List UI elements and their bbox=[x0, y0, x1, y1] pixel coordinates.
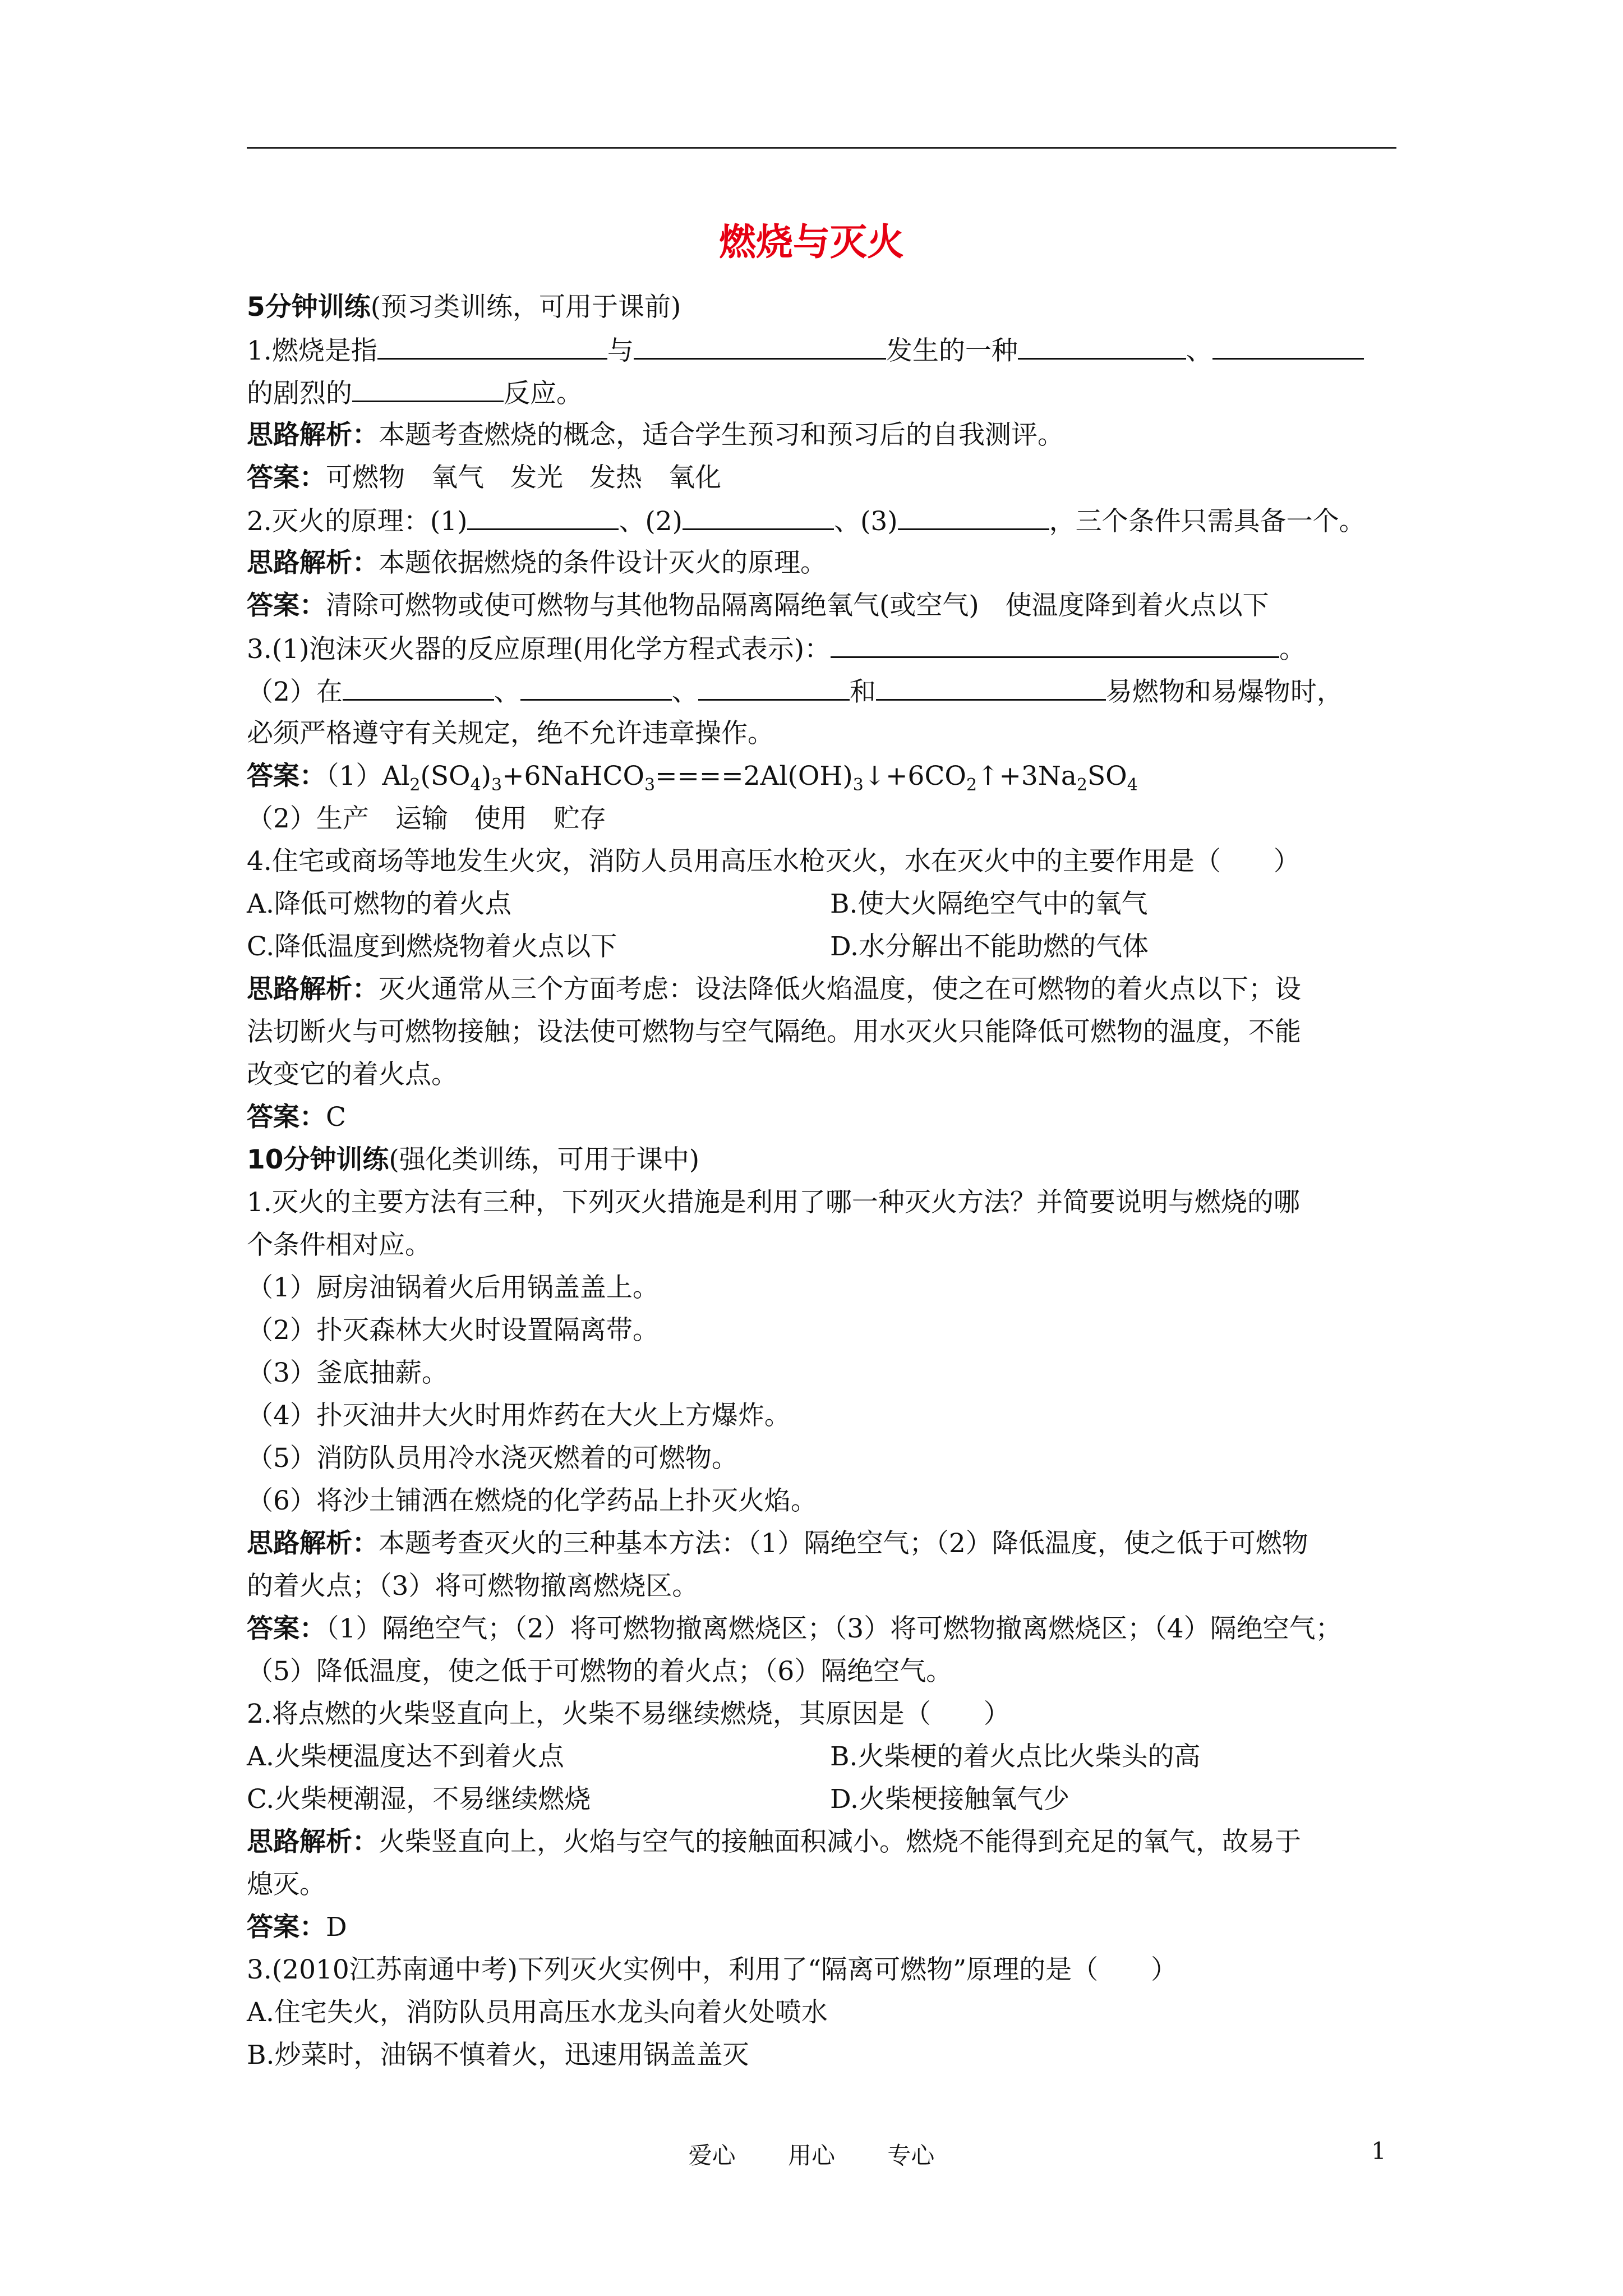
document-body bbox=[247, 286, 1396, 2077]
header-rule bbox=[247, 147, 1396, 149]
option-a: A.住宅失火，消防队员用高压水龙头向着火处喷水 bbox=[247, 1997, 828, 2028]
list-item: （6）将沙土铺洒在燃烧的化学药品上扑灭火焰。 bbox=[247, 1485, 817, 1516]
option-c: C.火柴梗潮湿，不易继续燃烧 bbox=[247, 1784, 591, 1815]
blank bbox=[876, 670, 1106, 701]
s2-q2-answer: 答案：D bbox=[247, 1912, 347, 1943]
q4-analysis-1: 思路解析：灭火通常从三个方面考虑：设法降低火焰温度，使之在可燃物的着火点以下；设 bbox=[247, 974, 1301, 1005]
s2-q1-stem-2: 个条件相对应。 bbox=[247, 1230, 431, 1260]
s2-q1-analysis-1: 思路解析：本题考查灭火的三种基本方法：（1）隔绝空气；（2）降低温度，使之低于可燃物 bbox=[247, 1528, 1308, 1559]
list-item: （2）扑灭森林大火时设置隔离带。 bbox=[247, 1315, 659, 1346]
section-heading-5min: 5分钟训练(预习类训练，可用于课前) bbox=[247, 292, 681, 323]
blank bbox=[634, 329, 886, 360]
q4-answer: 答案：C bbox=[247, 1102, 346, 1133]
blank bbox=[1212, 329, 1364, 360]
blank bbox=[683, 499, 834, 530]
page-title: 燃烧与灭火 bbox=[719, 220, 904, 264]
q3-line2: （2）在 、 、 和 易燃物和易爆物时， bbox=[247, 670, 1396, 712]
q4-options-ab bbox=[247, 883, 1396, 926]
blank bbox=[352, 371, 504, 402]
q3-answer2: （2）生产 运输 使用 贮存 bbox=[247, 803, 606, 834]
blank bbox=[377, 329, 607, 360]
s2-q1-answer-2: （5）降低温度，使之低于可燃物的着火点；（6）隔绝空气。 bbox=[247, 1656, 953, 1687]
q4-stem: 4.住宅或商场等地发生火灾，消防人员用高压水枪灭火，水在灭火中的主要作用是（ ） bbox=[247, 846, 1300, 877]
q2-line: 2.灭火的原理：(1) 、(2) 、(3) ，三个条件只需具备一个。 bbox=[247, 499, 1396, 542]
option-b: B.炒菜时，油锅不慎着火，迅速用锅盖盖灭 bbox=[247, 2040, 749, 2070]
blank bbox=[831, 627, 1279, 658]
footer-text: 用心 bbox=[787, 2142, 835, 2169]
q1-analysis: 思路解析：本题考查燃烧的概念，适合学生预习和预习后的自我测评。 bbox=[247, 420, 1064, 450]
q1-line2: 的剧烈的 反应。 bbox=[247, 371, 1396, 414]
q4-analysis-3: 改变它的着火点。 bbox=[247, 1059, 458, 1090]
footer-text: 爱心 bbox=[688, 2142, 736, 2169]
option-a: A.降低可燃物的着火点 bbox=[247, 889, 511, 919]
option-b: B.使大火隔绝空气中的氧气 bbox=[830, 889, 1148, 919]
q1-answer: 答案：可燃物 氧气 发光 发热 氧化 bbox=[247, 462, 721, 493]
list-item: （3）釜底抽薪。 bbox=[247, 1358, 448, 1388]
q2-answer: 答案：清除可燃物或使可燃物与其他物品隔离隔绝氧气(或空气) 使温度降到着火点以下 bbox=[247, 590, 1269, 621]
q3-answer-equation: 答案：$(1)Al_2(SO_4)_3+6NaHCO_3====2Al(OH)_3↓+6CO_2↑+3Na_2SO_4$ bbox=[247, 761, 1138, 795]
blank bbox=[520, 670, 672, 701]
footer-text: 专心 bbox=[887, 2142, 935, 2169]
s2-q2-analysis-1: 思路解析：火柴竖直向上，火焰与空气的接触面积减小。燃烧不能得到充足的氧气，故易于 bbox=[247, 1826, 1301, 1857]
blank bbox=[698, 670, 850, 701]
q4-options-cd bbox=[247, 926, 1396, 968]
q2-analysis: 思路解析：本题依据燃烧的条件设计灭火的原理。 bbox=[247, 547, 827, 578]
s2-q3-stem: 3.(2010江苏南通中考)下列灭火实例中，利用了“隔离可燃物”原理的是（ ） bbox=[247, 1954, 1178, 1985]
s2-q1-analysis-2: 的着火点；（3）将可燃物撤离燃烧区。 bbox=[247, 1571, 699, 1602]
q3-line1: 3.(1)泡沫灭火器的反应原理(用化学方程式表示)： 。 bbox=[247, 627, 1396, 670]
s2-q1-answer-1: 答案：（1）隔绝空气；（2）将可燃物撤离燃烧区；（3）将可燃物撤离燃烧区；（4）隔绝空气； bbox=[247, 1613, 1342, 1644]
q4-analysis-2: 法切断火与可燃物接触；设法使可燃物与空气隔绝。用水灭火只能降低可燃物的温度，不能 bbox=[247, 1016, 1301, 1047]
list-item: （5）消防队员用冷水浇灭燃着的可燃物。 bbox=[247, 1443, 738, 1474]
s2-q2-stem: 2.将点燃的火柴竖直向上，火柴不易继续燃烧，其原因是（ ） bbox=[247, 1699, 1010, 1729]
option-a: A.火柴梗温度达不到着火点 bbox=[247, 1741, 564, 1772]
blank bbox=[898, 499, 1049, 530]
s2-q2-analysis-2: 熄灭。 bbox=[247, 1869, 326, 1900]
option-d: D.火柴梗接触氧气少 bbox=[830, 1784, 1069, 1815]
section-heading-10min: 10分钟训练(强化类训练，可用于课中) bbox=[247, 1144, 700, 1175]
option-c: C.降低温度到燃烧物着火点以下 bbox=[247, 931, 617, 962]
q1-line1: 1.燃烧是指 与 发生的一种 、 bbox=[247, 329, 1396, 371]
list-item: （4）扑灭油井大火时用炸药在大火上方爆炸。 bbox=[247, 1400, 791, 1431]
blank bbox=[1018, 329, 1186, 360]
s2-q2-options-cd bbox=[247, 1778, 1396, 1821]
option-d: D.水分解出不能助燃的气体 bbox=[830, 931, 1149, 962]
blank bbox=[467, 499, 619, 530]
q3-line3: 必须严格遵守有关规定，绝不允许违章操作。 bbox=[247, 718, 774, 749]
page-number: 1 bbox=[1371, 2137, 1386, 2165]
option-b: B.火柴梗的着火点比火柴头的高 bbox=[830, 1741, 1201, 1772]
list-item: （1）厨房油锅着火后用锅盖盖上。 bbox=[247, 1272, 659, 1303]
s2-q1-stem-1: 1.灭火的主要方法有三种，下列灭火措施是利用了哪一种灭火方法？并简要说明与燃烧的哪 bbox=[247, 1187, 1300, 1218]
blank bbox=[343, 670, 494, 701]
s2-q2-options-ab bbox=[247, 1736, 1396, 1778]
